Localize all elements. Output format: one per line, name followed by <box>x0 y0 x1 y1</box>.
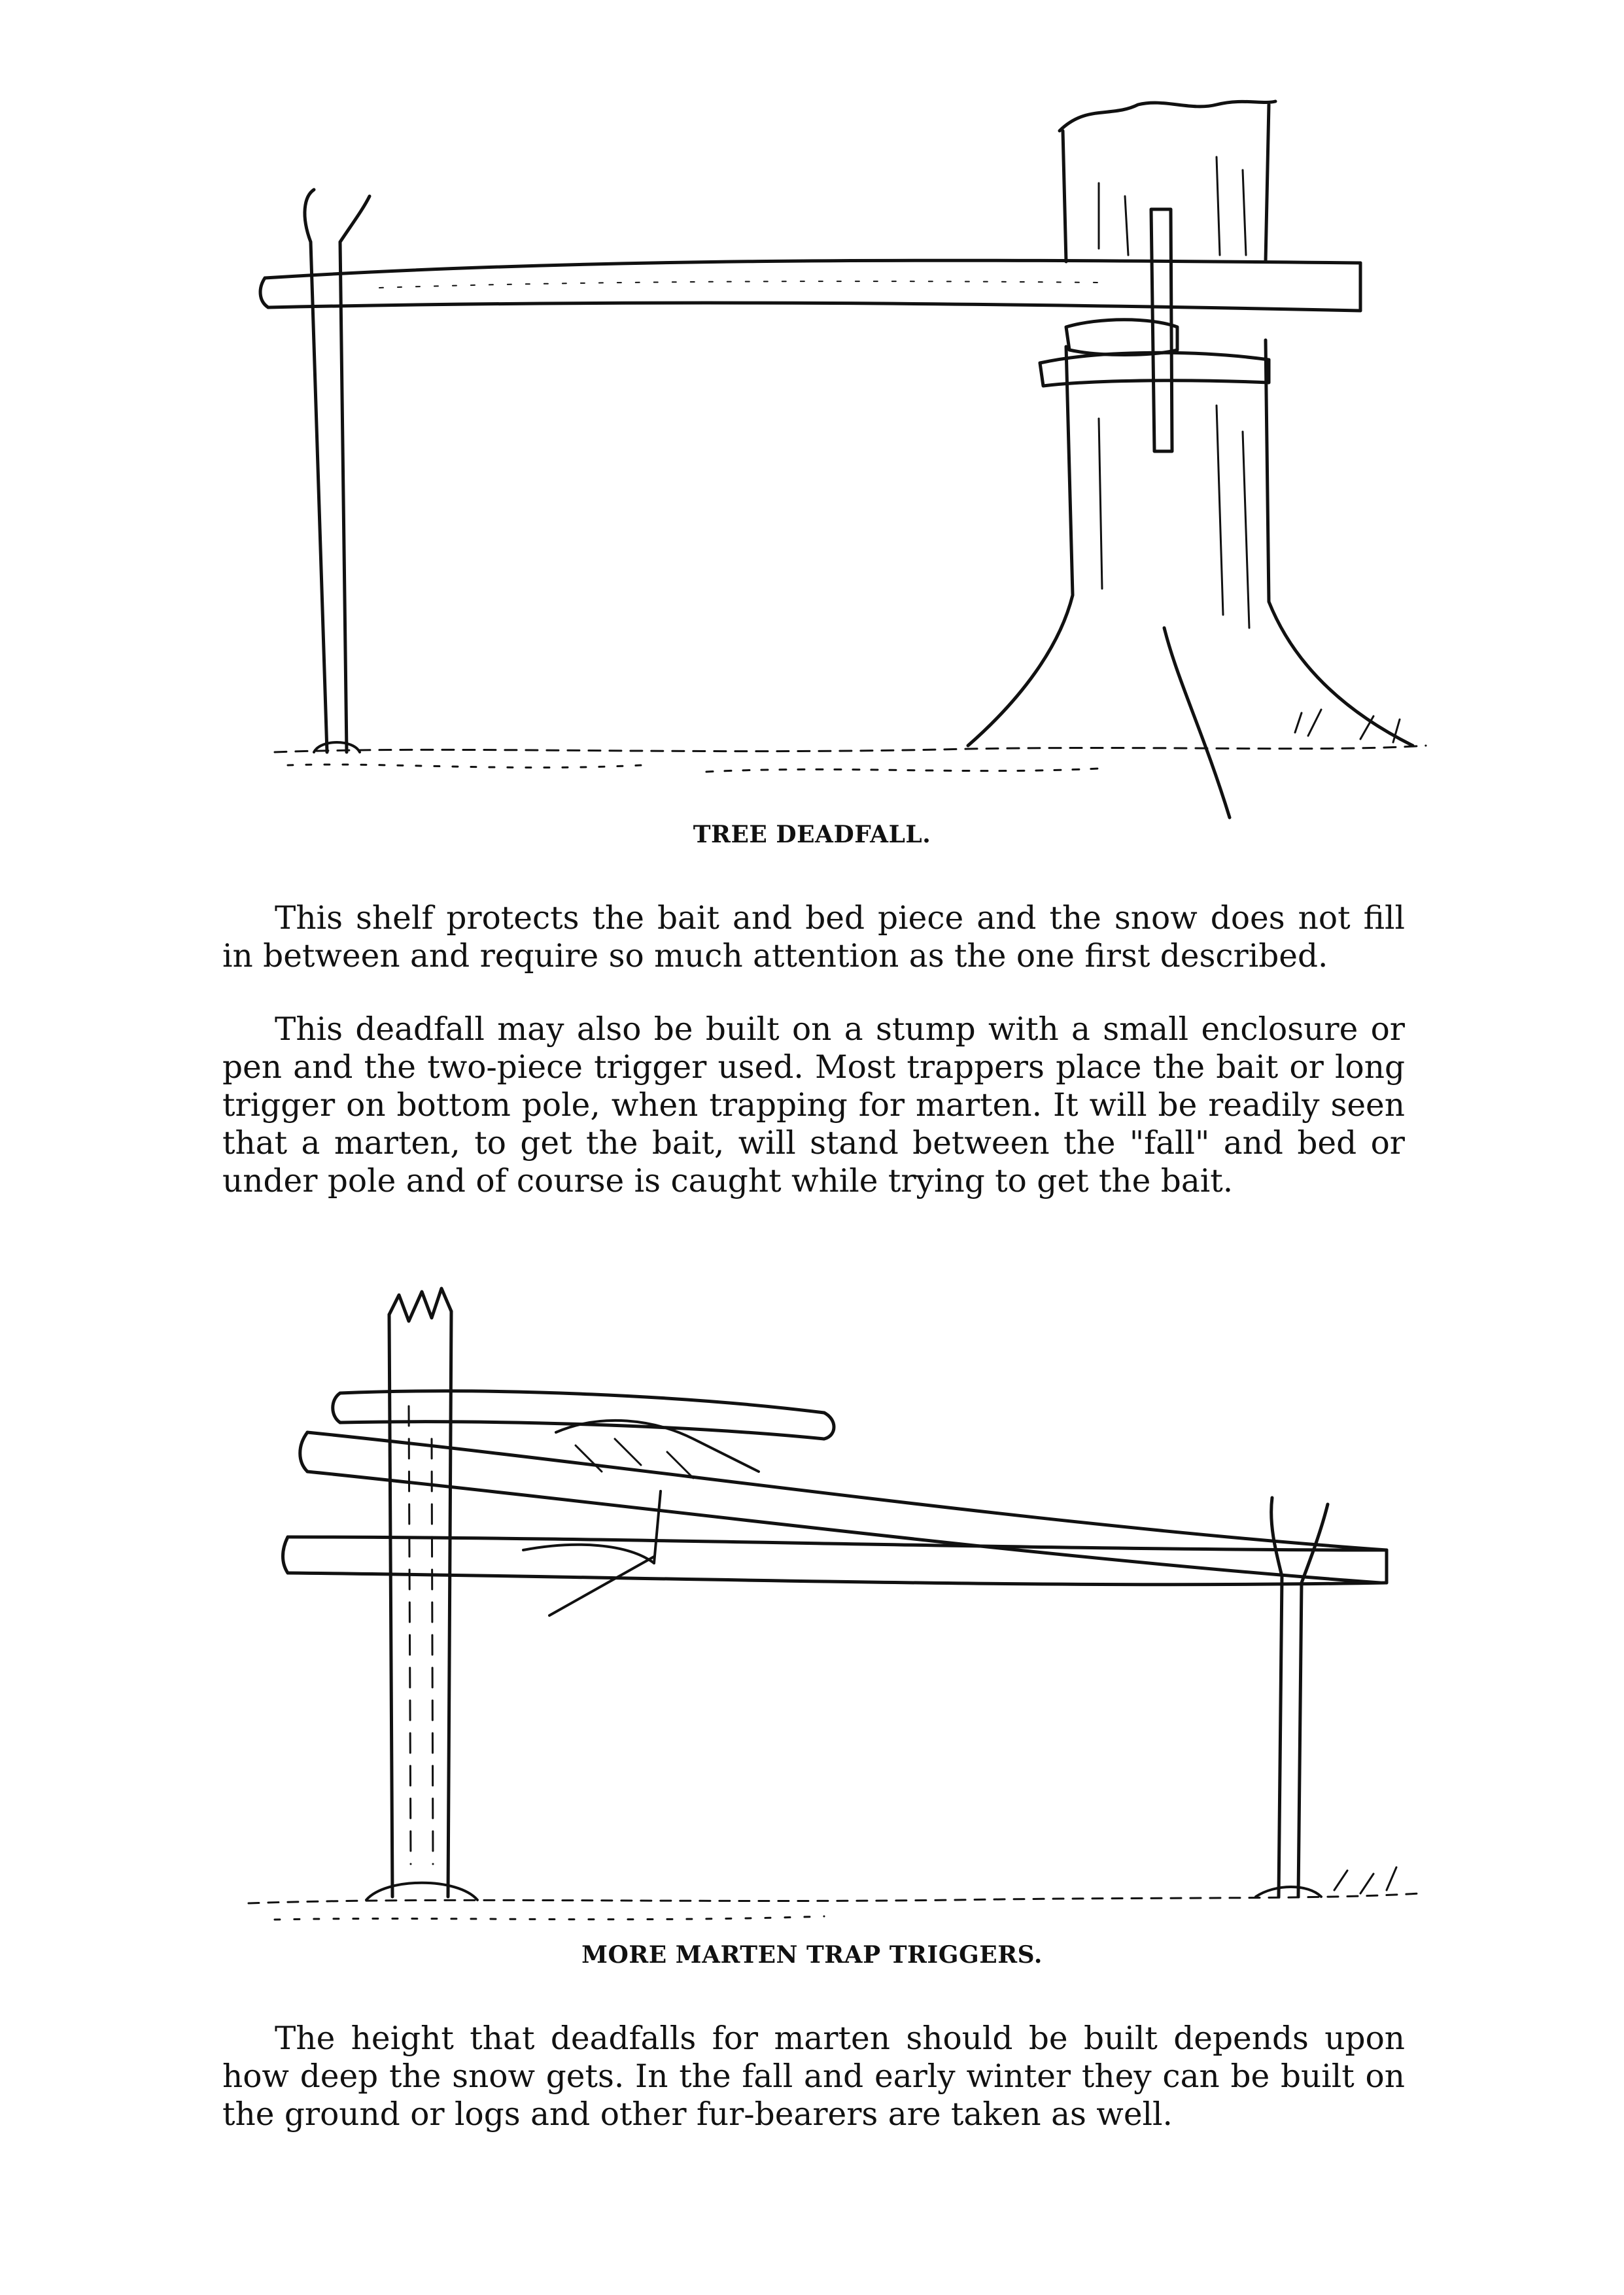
figure-marten-trap-triggers <box>235 1275 1439 1942</box>
paragraph: This deadfall may also be built on a stump with a small enclosure or pen and the two-piece trigger used. Most trappers place the bait or long trigger on bottom pole, when trapping for marten. It will be readily seen that a marten, to get the bait, will stand between the "fall" and bed or under pole and of course is caught while trying to get the bait. <box>222 1011 1405 1199</box>
figure-caption: MORE MARTEN TRAP TRIGGERS. <box>581 1941 1043 1969</box>
paragraph: The height that deadfalls for marten should be built depends upon how deep the snow gets. In the fall and early winter they can be built on the ground or logs and other fur-bearers are taken as well. <box>222 2020 1405 2133</box>
tree-deadfall-illustration <box>249 92 1439 831</box>
figure-tree-deadfall <box>249 92 1439 831</box>
figure-caption: TREE DEADFALL. <box>693 821 931 848</box>
marten-trap-illustration <box>235 1275 1439 1942</box>
paragraph: This shelf protects the bait and bed piece and the snow does not fill in between and require so much attention as the one first described. <box>222 900 1405 975</box>
